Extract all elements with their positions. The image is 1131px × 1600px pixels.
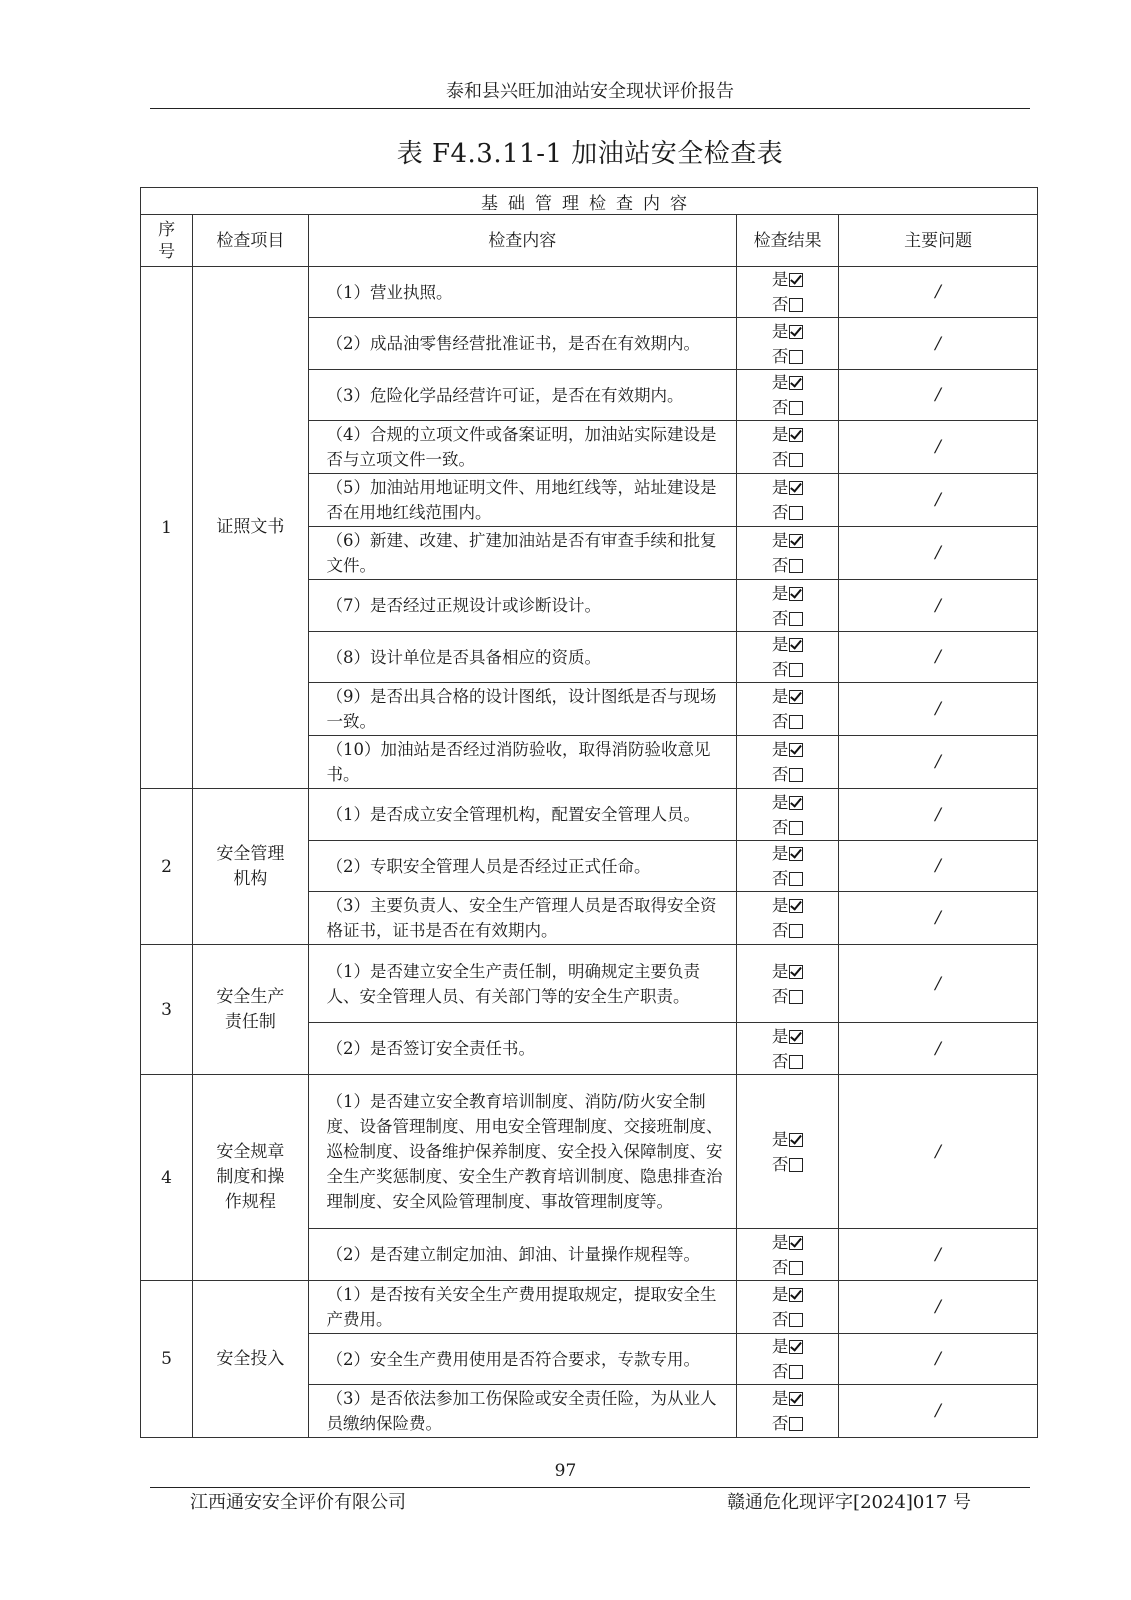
result-yes bbox=[737, 581, 838, 606]
main-issue: / bbox=[839, 1385, 1038, 1438]
check-result bbox=[736, 683, 838, 736]
checkbox-checked-icon bbox=[789, 638, 803, 652]
checkbox-empty-icon bbox=[789, 559, 803, 573]
footer-company: 江西通安安全评价有限公司 bbox=[190, 1492, 406, 1513]
result-yes bbox=[737, 370, 838, 395]
checkbox-empty-icon bbox=[789, 506, 803, 520]
result-no bbox=[737, 500, 838, 525]
result-yes bbox=[737, 1334, 838, 1359]
check-result bbox=[736, 421, 838, 474]
checkbox-empty-icon bbox=[789, 924, 803, 938]
check-result bbox=[736, 1281, 838, 1334]
group-number: 5 bbox=[141, 1281, 193, 1438]
yes-label: 是 bbox=[771, 583, 789, 603]
checkbox-empty-icon bbox=[789, 612, 803, 626]
checkbox-empty-icon bbox=[789, 990, 803, 1004]
checkbox-checked-icon bbox=[789, 534, 803, 548]
main-issue: / bbox=[839, 580, 1038, 632]
check-result bbox=[736, 580, 838, 632]
header-rule bbox=[150, 108, 1030, 109]
table-row bbox=[141, 945, 1038, 1023]
result-no bbox=[737, 1411, 838, 1436]
result-yes bbox=[737, 267, 838, 292]
checkbox-empty-icon bbox=[789, 1313, 803, 1327]
check-result bbox=[736, 736, 838, 789]
main-issue: / bbox=[839, 474, 1038, 527]
result-yes bbox=[737, 790, 838, 815]
result-no bbox=[737, 1255, 838, 1280]
result-yes bbox=[737, 475, 838, 500]
checkbox-empty-icon bbox=[789, 1055, 803, 1069]
result-no bbox=[737, 762, 838, 787]
no-label: 否 bbox=[771, 295, 789, 314]
no-label: 否 bbox=[771, 1414, 789, 1433]
main-issue: / bbox=[839, 1023, 1038, 1075]
check-result bbox=[736, 1385, 838, 1438]
result-no bbox=[737, 395, 838, 420]
table-body bbox=[141, 267, 1038, 1438]
check-result bbox=[736, 1023, 838, 1075]
yes-label: 是 bbox=[771, 531, 789, 550]
footer-doc-number: 赣通危化现评字[2024]017 号 bbox=[727, 1492, 971, 1513]
yes-label: 是 bbox=[771, 1232, 789, 1252]
column-header-result: 检查结果 bbox=[736, 215, 838, 267]
checkbox-checked-icon bbox=[789, 965, 803, 979]
checkbox-checked-icon bbox=[789, 325, 803, 339]
check-item bbox=[193, 1281, 308, 1438]
checkbox-checked-icon bbox=[789, 690, 803, 704]
checkbox-checked-icon bbox=[789, 847, 803, 861]
result-yes bbox=[737, 684, 838, 709]
result-no bbox=[737, 815, 838, 840]
result-yes bbox=[737, 422, 838, 447]
group-number: 1 bbox=[141, 267, 193, 789]
main-issue: / bbox=[839, 527, 1038, 580]
checkbox-checked-icon bbox=[789, 1340, 803, 1354]
section-title: 基础管理检查内容 bbox=[141, 188, 1038, 215]
result-yes bbox=[737, 1386, 838, 1411]
check-content: （2）成品油零售经营批准证书，是否在有效期内。 bbox=[308, 318, 736, 370]
main-issue: / bbox=[839, 1075, 1038, 1229]
yes-label: 是 bbox=[771, 1026, 789, 1046]
no-label: 否 bbox=[771, 1257, 789, 1277]
checkbox-empty-icon bbox=[789, 1365, 803, 1379]
checkbox-checked-icon bbox=[789, 428, 803, 442]
result-no bbox=[737, 1307, 838, 1332]
result-yes bbox=[737, 632, 838, 657]
check-item-label: 安全规章制度和操作规程 bbox=[216, 1142, 285, 1212]
no-label: 否 bbox=[771, 660, 789, 679]
check-content: （2）是否建立制定加油、卸油、计量操作规程等。 bbox=[308, 1229, 736, 1281]
result-no bbox=[737, 553, 838, 578]
checkbox-empty-icon bbox=[789, 350, 803, 364]
checkbox-empty-icon bbox=[789, 401, 803, 415]
no-label: 否 bbox=[771, 817, 789, 837]
result-yes bbox=[737, 1127, 838, 1152]
checkbox-checked-icon bbox=[789, 481, 803, 495]
no-label: 否 bbox=[771, 765, 789, 784]
yes-label: 是 bbox=[771, 844, 789, 863]
main-issue: / bbox=[839, 789, 1038, 841]
check-result bbox=[736, 370, 838, 421]
check-result bbox=[736, 1229, 838, 1281]
check-content: （10）加油站是否经过消防验收，取得消防验收意见书。 bbox=[308, 736, 736, 789]
checkbox-checked-icon bbox=[789, 1236, 803, 1250]
main-issue: / bbox=[839, 945, 1038, 1023]
result-no bbox=[737, 447, 838, 472]
column-header-num: 序号 bbox=[141, 215, 193, 267]
yes-label: 是 bbox=[771, 1285, 789, 1304]
check-item-label: 安全投入 bbox=[216, 1348, 285, 1369]
checkbox-checked-icon bbox=[789, 1392, 803, 1406]
check-content: （2）安全生产费用使用是否符合要求，专款专用。 bbox=[308, 1334, 736, 1385]
result-no bbox=[737, 292, 838, 317]
checkbox-empty-icon bbox=[789, 453, 803, 467]
check-content: （5）加油站用地证明文件、用地红线等，站址建设是否在用地红线范围内。 bbox=[308, 474, 736, 527]
result-yes bbox=[737, 841, 838, 866]
page-number: 97 bbox=[554, 1461, 577, 1481]
checkbox-empty-icon bbox=[789, 768, 803, 782]
no-label: 否 bbox=[771, 503, 789, 522]
table-row bbox=[141, 1281, 1038, 1334]
check-content: （9）是否出具合格的设计图纸，设计图纸是否与现场一致。 bbox=[308, 683, 736, 736]
check-content: （1）是否成立安全管理机构，配置安全管理人员。 bbox=[308, 789, 736, 841]
table-row bbox=[141, 789, 1038, 841]
check-result bbox=[736, 1075, 838, 1229]
yes-label: 是 bbox=[771, 478, 789, 497]
check-content: （2）是否签订安全责任书。 bbox=[308, 1023, 736, 1075]
check-content: （3）危险化学品经营许可证，是否在有效期内。 bbox=[308, 370, 736, 421]
checkbox-checked-icon bbox=[789, 1288, 803, 1302]
yes-label: 是 bbox=[771, 687, 789, 706]
checkbox-empty-icon bbox=[789, 715, 803, 729]
no-label: 否 bbox=[771, 346, 789, 366]
main-issue: / bbox=[839, 632, 1038, 683]
main-issue: / bbox=[839, 267, 1038, 318]
main-issue: / bbox=[839, 421, 1038, 474]
check-result bbox=[736, 945, 838, 1023]
check-result bbox=[736, 841, 838, 892]
checkbox-empty-icon bbox=[789, 821, 803, 835]
check-content: （6）新建、改建、扩建加油站是否有审查手续和批复文件。 bbox=[308, 527, 736, 580]
column-header-issue: 主要问题 bbox=[839, 215, 1038, 267]
check-result bbox=[736, 632, 838, 683]
checkbox-empty-icon bbox=[789, 1158, 803, 1172]
check-content: （1）是否建立安全教育培训制度、消防/防火安全制度、设备管理制度、用电安全管理制度、交接班制度、巡检制度、设备维护保养制度、安全投入保障制度、安全生产奖惩制度、安全生产教育培训制度、隐患排查治理制度、安全风险管理制度、事故管理制度等。 bbox=[308, 1075, 736, 1229]
result-yes bbox=[737, 737, 838, 762]
yes-label: 是 bbox=[771, 373, 789, 392]
safety-check-table bbox=[140, 187, 1038, 1438]
checkbox-empty-icon bbox=[789, 663, 803, 677]
result-yes bbox=[737, 1282, 838, 1307]
yes-label: 是 bbox=[771, 635, 789, 654]
result-no bbox=[737, 984, 838, 1009]
yes-label: 是 bbox=[771, 1337, 789, 1356]
checkbox-checked-icon bbox=[789, 743, 803, 757]
check-content: （1）营业执照。 bbox=[308, 267, 736, 318]
yes-label: 是 bbox=[771, 270, 789, 289]
checkbox-checked-icon bbox=[789, 587, 803, 601]
check-content: （1）是否建立安全生产责任制，明确规定主要负责人、安全管理人员、有关部门等的安全生产职责。 bbox=[308, 945, 736, 1023]
check-item bbox=[193, 945, 308, 1075]
main-issue: / bbox=[839, 1229, 1038, 1281]
checkbox-checked-icon bbox=[789, 1030, 803, 1044]
check-content: （1）是否按有关安全生产费用提取规定，提取安全生产费用。 bbox=[308, 1281, 736, 1334]
yes-label: 是 bbox=[771, 740, 789, 759]
checkbox-checked-icon bbox=[789, 1133, 803, 1147]
no-label: 否 bbox=[771, 398, 789, 417]
check-content: （7）是否经过正规设计或诊断设计。 bbox=[308, 580, 736, 632]
check-content: （3）主要负责人、安全生产管理人员是否取得安全资格证书，证书是否在有效期内。 bbox=[308, 892, 736, 945]
checkbox-checked-icon bbox=[789, 796, 803, 810]
no-label: 否 bbox=[771, 986, 789, 1006]
no-label: 否 bbox=[771, 1310, 789, 1329]
check-item-label: 安全生产责任制 bbox=[216, 986, 285, 1032]
check-result bbox=[736, 318, 838, 370]
checkbox-checked-icon bbox=[789, 376, 803, 390]
check-result bbox=[736, 892, 838, 945]
result-no bbox=[737, 344, 838, 369]
main-issue: / bbox=[839, 841, 1038, 892]
main-issue: / bbox=[839, 318, 1038, 370]
no-label: 否 bbox=[771, 1154, 789, 1174]
header-title: 泰和县兴旺加油站安全现状评价报告 bbox=[446, 81, 734, 102]
result-no bbox=[737, 1049, 838, 1074]
main-issue: / bbox=[839, 370, 1038, 421]
check-item bbox=[193, 267, 308, 789]
table-title: 表 F4.3.11-1 加油站安全检查表 bbox=[396, 139, 784, 169]
checkbox-empty-icon bbox=[789, 872, 803, 886]
yes-label: 是 bbox=[771, 1389, 789, 1408]
check-item bbox=[193, 789, 308, 945]
check-item bbox=[193, 1075, 308, 1281]
check-content: （4）合规的立项文件或备案证明，加油站实际建设是否与立项文件一致。 bbox=[308, 421, 736, 474]
result-no bbox=[737, 606, 838, 631]
yes-label: 是 bbox=[771, 792, 789, 812]
no-label: 否 bbox=[771, 712, 789, 731]
table-row bbox=[141, 267, 1038, 318]
main-issue: / bbox=[839, 1281, 1038, 1334]
yes-label: 是 bbox=[771, 1129, 789, 1149]
result-no bbox=[737, 657, 838, 682]
result-no bbox=[737, 1359, 838, 1384]
yes-label: 是 bbox=[771, 425, 789, 444]
check-result bbox=[736, 527, 838, 580]
main-issue: / bbox=[839, 892, 1038, 945]
no-label: 否 bbox=[771, 921, 789, 940]
check-result bbox=[736, 789, 838, 841]
result-yes bbox=[737, 319, 838, 344]
result-yes bbox=[737, 528, 838, 553]
no-label: 否 bbox=[771, 450, 789, 469]
no-label: 否 bbox=[771, 608, 789, 628]
check-item-label: 安全管理机构 bbox=[216, 843, 285, 889]
check-result bbox=[736, 1334, 838, 1385]
yes-label: 是 bbox=[771, 896, 789, 915]
check-content: （3）是否依法参加工伤保险或安全责任险，为从业人员缴纳保险费。 bbox=[308, 1385, 736, 1438]
checkbox-empty-icon bbox=[789, 1261, 803, 1275]
footer-rule bbox=[150, 1487, 1030, 1488]
no-label: 否 bbox=[771, 1051, 789, 1071]
no-label: 否 bbox=[771, 869, 789, 888]
check-content: （8）设计单位是否具备相应的资质。 bbox=[308, 632, 736, 683]
result-yes bbox=[737, 959, 838, 984]
checkbox-empty-icon bbox=[789, 298, 803, 312]
column-header-content: 检查内容 bbox=[308, 215, 736, 267]
checkbox-checked-icon bbox=[789, 899, 803, 913]
group-number: 4 bbox=[141, 1075, 193, 1281]
check-result bbox=[736, 267, 838, 318]
column-header-item: 检查项目 bbox=[193, 215, 308, 267]
group-number: 2 bbox=[141, 789, 193, 945]
yes-label: 是 bbox=[771, 321, 789, 341]
check-item-label: 证照文书 bbox=[216, 517, 285, 537]
result-no bbox=[737, 918, 838, 943]
check-content: （2）专职安全管理人员是否经过正式任命。 bbox=[308, 841, 736, 892]
main-issue: / bbox=[839, 736, 1038, 789]
no-label: 否 bbox=[771, 1362, 789, 1381]
no-label: 否 bbox=[771, 556, 789, 575]
result-no bbox=[737, 866, 838, 891]
result-yes bbox=[737, 893, 838, 918]
checkbox-checked-icon bbox=[789, 273, 803, 287]
result-no bbox=[737, 1152, 838, 1177]
check-result bbox=[736, 474, 838, 527]
result-no bbox=[737, 709, 838, 734]
result-yes bbox=[737, 1024, 838, 1049]
table-row bbox=[141, 1075, 1038, 1229]
main-issue: / bbox=[839, 683, 1038, 736]
yes-label: 是 bbox=[771, 961, 789, 981]
checkbox-empty-icon bbox=[789, 1417, 803, 1431]
group-number: 3 bbox=[141, 945, 193, 1075]
result-yes bbox=[737, 1230, 838, 1255]
main-issue: / bbox=[839, 1334, 1038, 1385]
